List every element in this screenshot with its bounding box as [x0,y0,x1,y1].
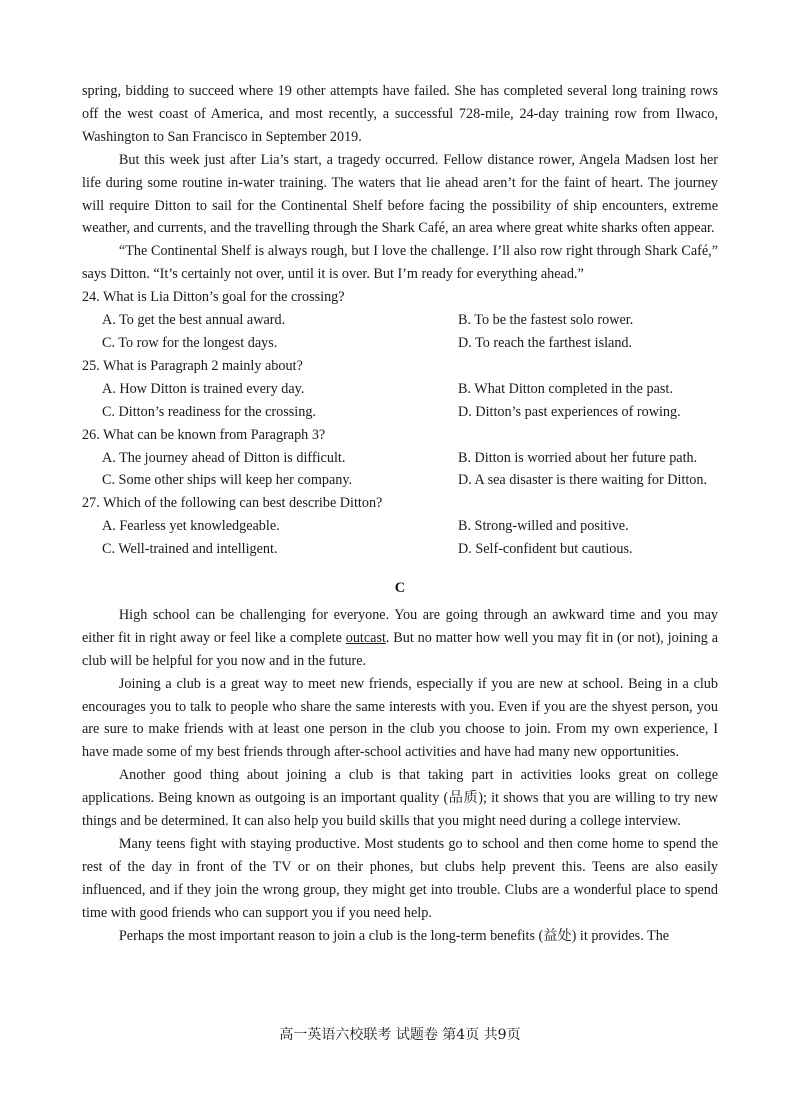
option-a: A. Fearless yet knowledgeable. [102,518,280,535]
option-d: D. Ditton’s past experiences of rowing. [458,403,681,420]
option-d: D. To reach the farthest island. [458,334,633,351]
question-24 [82,286,718,355]
passage-c-paragraph-2: Joining a club is a great way to meet new friends, especially if you are new at school. Being in a club encourages you to talk to people who share the same interests with you. Even if you are the shyest person, you are sure to make friends with at least one person in the club you choose to join. From my own experience, I have made some of my best friends through after-school activities and have had many new opportunities. [82,675,718,761]
option-b: B. To be the fastest solo rower. [458,312,634,329]
question-26 [82,424,718,493]
passage-b-paragraph-continuation: spring, bidding to succeed where 19 other attempts have failed. She has completed several long training rows off the west coast of America, and most recently, a successful 728-mile, 24-day training row from Ilwaco, Washington to San Francisco in September 2019. [82,83,718,145]
option-d: D. Self-confident but cautious. [458,541,633,558]
passage-c-paragraph-3: Another good thing about joining a club is that taking part in activities looks great on college applications. Being known as outgoing is an important quality (品质); it shows that you are willing to try new things and be determined. It can also help you build skills that you might need during a college interview. [82,767,718,830]
paragraph-text: High school can be challenging for everyone. You are going through an awkward time and you may either fit in right away or feel like a complete [82,606,718,646]
answer-options [82,515,718,561]
question-stem: 26. What can be known from Paragraph 3? [82,426,326,443]
paragraph-text: . But no matter how well you may fit in (or not), joining a club will be helpful for you now and in the future. [82,629,718,669]
option-b: B. Ditton is worried about her future path. [458,449,698,466]
question-25 [82,355,718,424]
passage-c-paragraph-5: Perhaps the most important reason to join a club is the long-term benefits (益处) it provides. The [118,927,670,944]
option-c: C. Well-trained and intelligent. [102,541,278,558]
passage-b-paragraph-3: But this week just after Lia’s start, a tragedy occurred. Fellow distance rower, Angela Madsen lost her life during some routine in-water training. The waters that lie ahead aren’t for the faint of heart. The journey will require Ditton to sail for the Continental Shelf before facing the possibility of ship encounters, extreme weather, and currents, and the travelling through the Shark Café, an area where great white sharks often appear. [82,151,718,237]
answer-options [82,447,718,493]
passage-b-paragraph-4: “The Continental Shelf is always rough, but I love the challenge. I’ll also row right through Shark Café,” says Ditton. “It’s certainly not over, until it is over. But I’m ready for everything ahead.” [82,243,718,283]
question-stem: 24. What is Lia Ditton’s goal for the crossing? [82,289,345,306]
option-b: B. Strong-willed and positive. [458,518,629,535]
option-b: B. What Ditton completed in the past. [458,380,673,397]
question-stem: 27. Which of the following can best describe Ditton? [82,495,383,512]
answer-options [82,378,718,424]
option-d: D. A sea disaster is there waiting for Ditton. [458,472,708,489]
option-c: C. To row for the longest days. [102,334,278,351]
passage-c-paragraph-1 [82,604,718,673]
option-c: C. Some other ships will keep her company. [102,472,353,489]
option-a: A. The journey ahead of Ditton is difficult. [102,449,346,466]
answer-options [82,309,718,355]
question-stem: 25. What is Paragraph 2 mainly about? [82,357,303,374]
option-a: A. How Ditton is trained every day. [102,380,305,397]
option-a: A. To get the best annual award. [102,312,286,329]
passage-c-paragraph-4: Many teens fight with staying productive. Most students go to school and then come home to spend the rest of the day in front of the TV or on their phones, but clubs help prevent this. Teens are also easily influenced, and if they join the wrong group, they might get into trouble. Clubs are a wonderful place to spend time with good friends who can support you if you need help. [82,836,718,921]
page-footer: 高一英语六校联考 试题卷 第4页 共9页 [279,1027,521,1043]
question-27 [82,492,718,561]
underlined-word: outcast [345,629,386,646]
option-c: C. Ditton’s readiness for the crossing. [102,403,316,420]
section-heading-c: C [394,580,406,597]
exam-page [82,80,718,948]
